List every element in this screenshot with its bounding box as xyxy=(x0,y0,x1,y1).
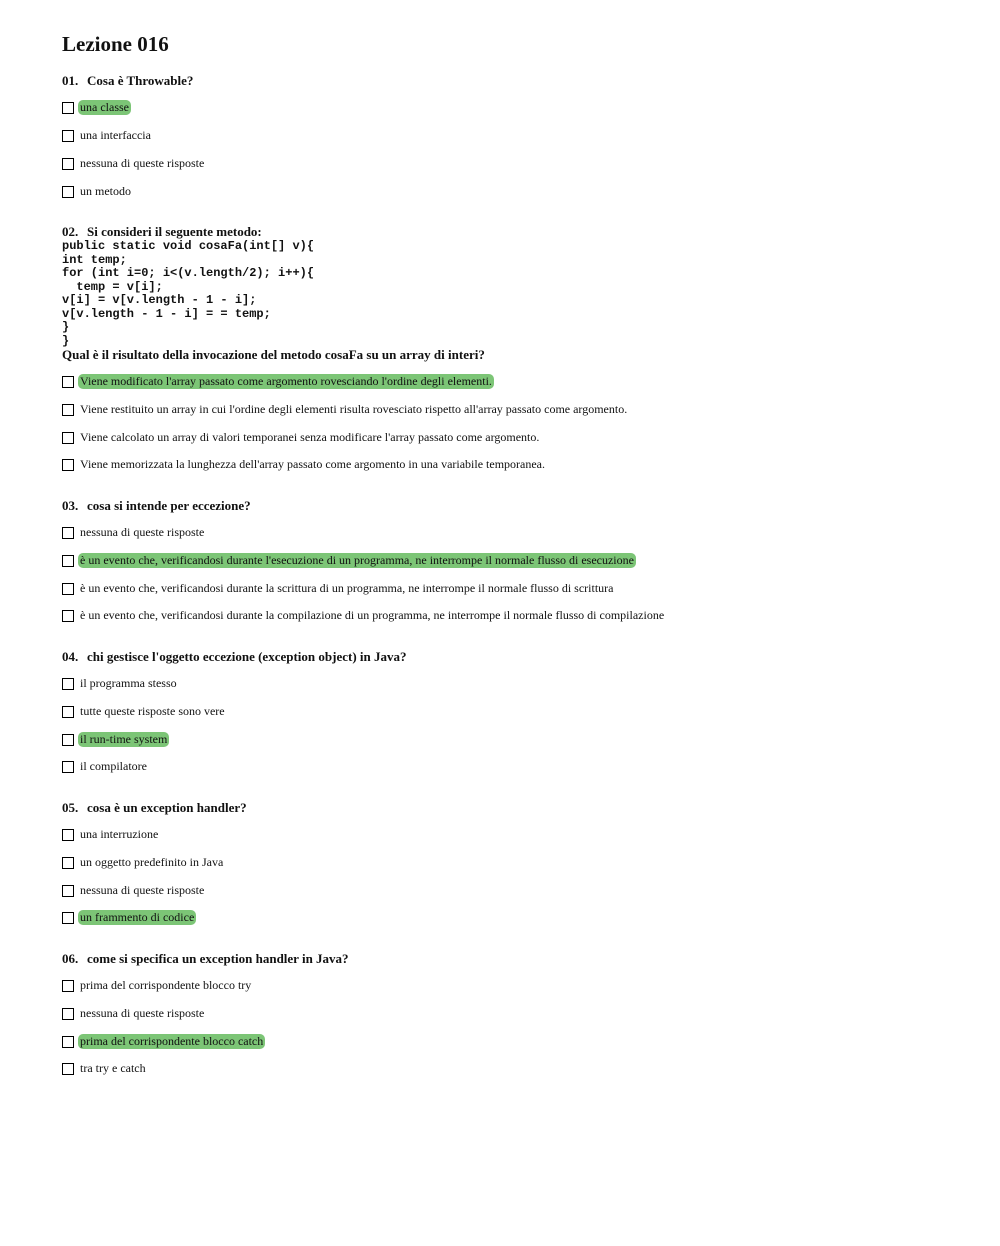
option-text: nessuna di queste risposte xyxy=(80,883,205,897)
option-text: Viene memorizzata la lunghezza dell'array passato come argomento in una variabile temporanea. xyxy=(80,457,546,471)
option-05-b[interactable] xyxy=(62,854,225,871)
option-04-b[interactable] xyxy=(62,703,227,720)
option-text: nessuna di queste risposte xyxy=(80,1006,205,1020)
question-number: 03. xyxy=(62,498,79,513)
option-05-c[interactable] xyxy=(62,882,206,899)
option-02-b[interactable] xyxy=(62,401,629,418)
option-02-d[interactable] xyxy=(62,456,547,473)
option-06-a[interactable] xyxy=(62,977,253,994)
option-text: prima del corrispondente blocco try xyxy=(80,978,252,992)
option-text: Viene calcolato un array di valori temporanei senza modificare l'array passato come argomento. xyxy=(80,430,540,444)
option-01-d[interactable] xyxy=(62,183,133,200)
empty-checkbox-icon[interactable] xyxy=(62,829,74,841)
option-04-d[interactable] xyxy=(62,758,149,775)
empty-checkbox-icon[interactable] xyxy=(62,158,74,170)
option-text: un frammento di codice xyxy=(80,910,195,924)
empty-checkbox-icon[interactable] xyxy=(62,706,74,718)
question-number: 05. xyxy=(62,800,79,815)
option-text: è un evento che, verificandosi durante la compilazione di un programma, ne interrompe il normale flusso di compilazione xyxy=(80,608,665,622)
question-text: cosa è un exception handler? xyxy=(87,800,247,815)
option-06-c[interactable] xyxy=(62,1033,265,1050)
option-text: Viene restituito un array in cui l'ordine degli elementi risulta rovesciato rispetto all'array passato come argomento. xyxy=(80,402,628,416)
option-text: nessuna di queste risposte xyxy=(80,156,205,170)
empty-checkbox-icon[interactable] xyxy=(62,376,74,388)
option-01-a[interactable] xyxy=(62,99,131,116)
empty-checkbox-icon[interactable] xyxy=(62,102,74,114)
option-text: nessuna di queste risposte xyxy=(80,525,205,539)
empty-checkbox-icon[interactable] xyxy=(62,1036,74,1048)
empty-checkbox-icon[interactable] xyxy=(62,1008,74,1020)
option-03-a[interactable] xyxy=(62,524,206,541)
empty-checkbox-icon[interactable] xyxy=(62,980,74,992)
question-02-followup: Qual è il risultato della invocazione del metodo cosaFa su un array di interi? xyxy=(62,347,485,362)
question-06-heading xyxy=(62,951,349,967)
question-text: cosa si intende per eccezione? xyxy=(87,498,251,513)
option-03-b[interactable] xyxy=(62,552,636,569)
option-02-a[interactable] xyxy=(62,373,494,390)
option-05-d[interactable] xyxy=(62,909,196,926)
empty-checkbox-icon[interactable] xyxy=(62,130,74,142)
question-text: chi gestisce l'oggetto eccezione (exception object) in Java? xyxy=(87,649,407,664)
question-04-heading xyxy=(62,649,406,665)
empty-checkbox-icon[interactable] xyxy=(62,678,74,690)
option-04-c[interactable] xyxy=(62,731,169,748)
page-title: Lezione 016 xyxy=(62,32,169,56)
option-text: tra try e catch xyxy=(80,1061,146,1075)
option-02-c[interactable] xyxy=(62,429,541,446)
option-text: prima del corrispondente blocco catch xyxy=(80,1034,264,1048)
empty-checkbox-icon[interactable] xyxy=(62,186,74,198)
option-text: il compilatore xyxy=(80,759,147,773)
empty-checkbox-icon[interactable] xyxy=(62,527,74,539)
question-02-heading xyxy=(62,224,262,240)
question-text: Cosa è Throwable? xyxy=(87,73,194,88)
empty-checkbox-icon[interactable] xyxy=(62,610,74,622)
empty-checkbox-icon[interactable] xyxy=(62,734,74,746)
option-01-c[interactable] xyxy=(62,155,206,172)
option-04-a[interactable] xyxy=(62,675,179,692)
option-text: è un evento che, verificandosi durante la scrittura di un programma, ne interrompe il normale flusso di scrittura xyxy=(80,581,614,595)
question-03-heading xyxy=(62,498,251,514)
option-text: un oggetto predefinito in Java xyxy=(80,855,224,869)
code-snippet: public static void cosaFa(int[] v){ int temp; for (int i=0; i<(v.length/2); i++){ temp = v[i]; v[i] = v[v.length - 1 - i]; v[v.length - 1 - i] = = temp; } } xyxy=(62,239,315,348)
option-text: una classe xyxy=(80,100,129,114)
empty-checkbox-icon[interactable] xyxy=(62,432,74,444)
question-01-heading xyxy=(62,73,193,89)
option-03-d[interactable] xyxy=(62,607,666,624)
option-01-b[interactable] xyxy=(62,127,153,144)
empty-checkbox-icon[interactable] xyxy=(62,404,74,416)
question-text: come si specifica un exception handler in Java? xyxy=(87,951,349,966)
empty-checkbox-icon[interactable] xyxy=(62,912,74,924)
option-05-a[interactable] xyxy=(62,826,160,843)
option-text: Viene modificato l'array passato come argomento rovesciando l'ordine degli elementi. xyxy=(80,374,492,388)
option-text: una interfaccia xyxy=(80,128,151,142)
empty-checkbox-icon[interactable] xyxy=(62,555,74,567)
question-number: 04. xyxy=(62,649,79,664)
empty-checkbox-icon[interactable] xyxy=(62,885,74,897)
empty-checkbox-icon[interactable] xyxy=(62,459,74,471)
option-06-d[interactable] xyxy=(62,1060,148,1077)
option-text: il programma stesso xyxy=(80,676,177,690)
empty-checkbox-icon[interactable] xyxy=(62,583,74,595)
empty-checkbox-icon[interactable] xyxy=(62,1063,74,1075)
option-text: una interruzione xyxy=(80,827,159,841)
question-number: 01. xyxy=(62,73,79,88)
question-05-heading xyxy=(62,800,247,816)
option-text: il run-time system xyxy=(80,732,168,746)
empty-checkbox-icon[interactable] xyxy=(62,857,74,869)
option-text: tutte queste risposte sono vere xyxy=(80,704,225,718)
option-text: è un evento che, verificandosi durante l'esecuzione di un programma, ne interrompe il normale flusso di esecuzione xyxy=(80,553,634,567)
option-06-b[interactable] xyxy=(62,1005,206,1022)
question-text: Si consideri il seguente metodo: xyxy=(87,224,262,239)
option-text: un metodo xyxy=(80,184,131,198)
empty-checkbox-icon[interactable] xyxy=(62,761,74,773)
option-03-c[interactable] xyxy=(62,580,616,597)
question-number: 02. xyxy=(62,224,79,239)
question-number: 06. xyxy=(62,951,79,966)
